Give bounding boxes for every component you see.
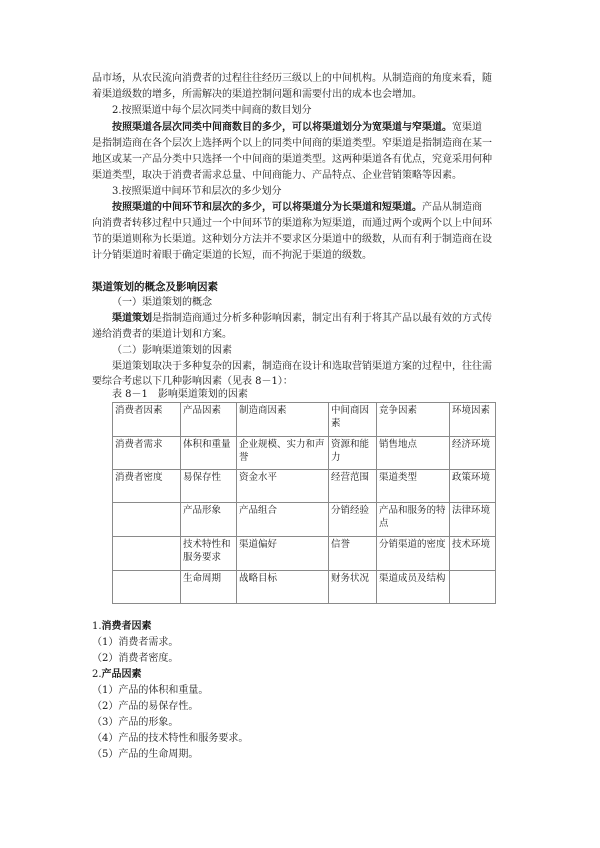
bold-term: 渠道策划: [112, 313, 152, 324]
paragraph-line: [112, 121, 512, 135]
paragraph-line: [112, 312, 512, 326]
table-cell: 销售地点: [377, 437, 450, 470]
table-cell: 信誉: [329, 537, 377, 571]
subheading: 3.按照渠道中间环节和层次的多少划分: [112, 186, 282, 197]
table-cell: 分销经验: [329, 503, 377, 537]
paragraph-line: 节的渠道则称为长渠道。这种划分方法并不要求区分渠道中的级数，从而有利于制造商在设: [92, 234, 492, 245]
table-cell: 资源和能力: [329, 437, 377, 470]
table-cell: 生命周期: [181, 571, 237, 604]
table-cell: 分销渠道的密度: [377, 537, 450, 571]
list-number: 2.: [92, 669, 102, 680]
table-caption: 表 8－1 影响渠道策划的因素: [112, 389, 248, 400]
list-heading-text: 消费者因素: [101, 621, 152, 632]
paragraph-line: 着渠道级数的增多，所需解决的渠道控制问题和需要付出的成本也会增加。: [92, 89, 422, 100]
table-cell: 资金水平: [237, 470, 329, 503]
paragraph-line: 要综合考虑以下几种影响因素（见表 8－1）：: [92, 376, 293, 387]
paragraph-line: 品市场，从农民流向消费者的过程往往经历三级以上的中间机构。从制造商的角度来看，随: [92, 73, 492, 84]
table-cell: 经济环境: [450, 437, 496, 470]
table-row: [113, 437, 496, 470]
table-cell: 体积和重量: [181, 437, 237, 470]
list-heading: [92, 620, 512, 634]
table-cell: 中间商因素: [329, 403, 377, 437]
factors-table: [112, 402, 496, 604]
list-item: （1）消费者需求。: [92, 637, 179, 648]
subheading: 2.按照渠道中每个层次同类中间商的数目划分: [112, 105, 312, 116]
table-cell: 渠道成员及结构: [377, 571, 450, 604]
list-number: 1.: [92, 621, 102, 632]
paragraph-line: [112, 201, 512, 215]
list-item: （5）产品的生命周期。: [92, 749, 199, 760]
table-row: [113, 571, 496, 604]
paragraph-line: 递给消费者的渠道计划和方案。: [92, 329, 232, 340]
table-cell: 消费者需求: [113, 437, 181, 470]
paragraph-line: 计分销渠道时着眼于确定渠道的长短，而不拘泥于渠道的级数。: [92, 250, 372, 261]
text-run: 宽渠道: [452, 122, 482, 133]
table-cell: 易保存性: [181, 470, 237, 503]
table-cell: 制造商因素: [237, 403, 329, 437]
table-cell: [113, 537, 181, 571]
table-cell: 技术特性和服务要求: [181, 537, 237, 571]
text-run: 是指制造商通过分析多种影响因素，制定出有利于将其产品以最有效的方式传: [152, 313, 492, 324]
table-cell: 产品和服务的特点: [377, 503, 450, 537]
paragraph-line: 向消费者转移过程中只通过一个中间环节的渠道称为短渠道，而通过两个或两个以上中间环: [92, 218, 492, 229]
list-item: （3）产品的形象。: [92, 717, 179, 728]
section-title: 渠道策划的概念及影响因素: [92, 281, 218, 293]
table-cell: [450, 571, 496, 604]
subheading: （二）影响渠道策划的因素: [112, 345, 232, 356]
table-cell: 产品形象: [181, 503, 237, 537]
paragraph-line: 渠道策划取决于多种复杂的因素，制造商在设计和选取营销渠道方案的过程中，往往需: [112, 361, 492, 372]
table-cell: 经营范围: [329, 470, 377, 503]
list-item: （4）产品的技术特性和服务要求。: [92, 733, 249, 744]
paragraph-line: 地区或某一产品分类中只选择一个中间商的渠道类型。这两种渠道各有优点，究竟采用何种: [92, 154, 492, 165]
table-cell: 渠道类型: [377, 470, 450, 503]
table-cell: 政策环境: [450, 470, 496, 503]
bold-lead: 按照渠道的中间环节和层次的多少，可以将渠道分为长渠道和短渠道。: [112, 202, 422, 213]
table-cell: 竞争因素: [377, 403, 450, 437]
table-cell: 战略目标: [237, 571, 329, 604]
bold-lead: 按照渠道各层次同类中间商数目的多少，可以将渠道划分为宽渠道与窄渠道。: [112, 122, 452, 133]
list-item: （1）产品的体积和重量。: [92, 685, 209, 696]
table-cell: 产品组合: [237, 503, 329, 537]
list-heading: [92, 668, 512, 682]
table-cell: 产品因素: [181, 403, 237, 437]
table-cell: 消费者因素: [113, 403, 181, 437]
text-run: 产品从制造商: [422, 202, 482, 213]
table-cell: 企业规模、实力和声誉: [237, 437, 329, 470]
table-cell: 渠道偏好: [237, 537, 329, 571]
table-cell: 技术环境: [450, 537, 496, 571]
paragraph-line: 渠道类型，取决于消费者需求总量、中间商能力、产品特点、企业营销策略等因素。: [92, 170, 462, 181]
table-row: [113, 503, 496, 537]
table-row: [113, 470, 496, 503]
table-row: [113, 403, 496, 437]
table-cell: 法律环境: [450, 503, 496, 537]
list-item: （2）产品的易保存性。: [92, 701, 199, 712]
table-row: [113, 537, 496, 571]
list-heading-text: 产品因素: [101, 669, 142, 680]
table-cell: 财务状况: [329, 571, 377, 604]
table-cell: [113, 503, 181, 537]
table-cell: 消费者密度: [113, 470, 181, 503]
list-item: （2）消费者密度。: [92, 653, 179, 664]
table-cell: [113, 571, 181, 604]
table-cell: 环境因素: [450, 403, 496, 437]
paragraph-line: 是指制造商在各个层次上选择两个以上的同类中间商的渠道类型。窄渠道是指制造商在某一: [92, 138, 492, 149]
subheading: （一）渠道策划的概念: [112, 297, 212, 308]
